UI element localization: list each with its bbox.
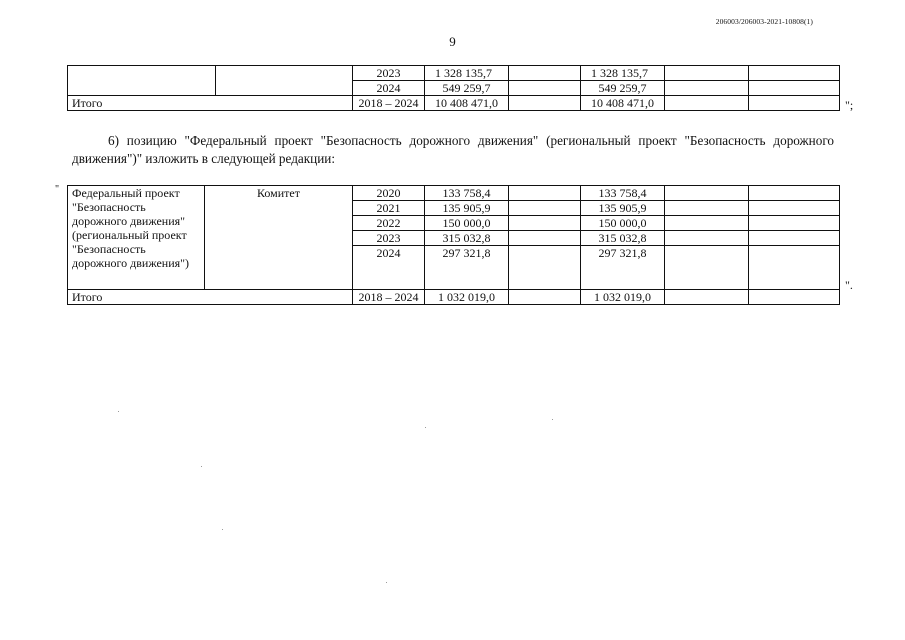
scan-speck: [552, 419, 553, 420]
table-cell-year: 2024: [353, 81, 425, 96]
table-cell-executor: [216, 66, 353, 96]
table-cell-regional: 10 408 471,0: [581, 96, 665, 111]
table-cell-federal: [509, 231, 581, 246]
table-cell-total: 150 000,0: [425, 216, 509, 231]
table-cell-local: [665, 246, 749, 290]
table-cell-total: 297 321,8: [425, 246, 509, 290]
scan-speck: [386, 582, 387, 583]
table-cell-other: [749, 81, 840, 96]
table-total-row: [68, 290, 840, 305]
table-cell-local: [665, 201, 749, 216]
table-cell-federal: [509, 201, 581, 216]
table-cell-year: 2024: [353, 246, 425, 290]
table-cell-total: 10 408 471,0: [425, 96, 509, 111]
table-cell-local: [665, 81, 749, 96]
table-cell-regional: 1 032 019,0: [581, 290, 665, 305]
table-cell-total-label: Итого: [68, 96, 353, 111]
scan-speck: [222, 529, 223, 530]
table-cell-executor: Комитет: [205, 186, 353, 290]
table-cell-regional: 133 758,4: [581, 186, 665, 201]
table-cell-regional: 315 032,8: [581, 231, 665, 246]
table-cell-local: [665, 186, 749, 201]
table-cell-local: [665, 216, 749, 231]
table-cell-other: [749, 290, 840, 305]
closing-quote-mark: ".: [845, 278, 853, 292]
table-cell-total: 1 328 135,7: [425, 66, 509, 81]
table-cell-federal: [509, 290, 581, 305]
budget-table-continuation: [67, 65, 840, 111]
scan-speck: [201, 466, 202, 467]
table-cell-total: 135 905,9: [425, 201, 509, 216]
table-cell-year: 2023: [353, 231, 425, 246]
closing-quote-mark: ";: [845, 98, 854, 112]
table-cell-federal: [509, 246, 581, 290]
table-cell-regional: 1 328 135,7: [581, 66, 665, 81]
table-cell-years: 2018 – 2024: [353, 290, 425, 305]
table-cell-local: [665, 231, 749, 246]
table-cell-total: 315 032,8: [425, 231, 509, 246]
table-cell-other: [749, 231, 840, 246]
table-cell-regional: 150 000,0: [581, 216, 665, 231]
table-cell-total: 1 032 019,0: [425, 290, 509, 305]
table-cell-other: [749, 66, 840, 81]
scan-speck: [118, 411, 119, 412]
table-cell-federal: [509, 66, 581, 81]
table-cell-total: 549 259,7: [425, 81, 509, 96]
table-cell-other: [749, 201, 840, 216]
table-row: [68, 66, 840, 81]
table-cell-regional: 297 321,8: [581, 246, 665, 290]
table-cell-name: [68, 66, 216, 96]
table-cell-local: [665, 96, 749, 111]
table-cell-year: 2021: [353, 201, 425, 216]
table-cell-year: 2023: [353, 66, 425, 81]
amendment-paragraph: 6) позицию "Федеральный проект "Безопасность дорожного движения" (региональный проект "Безопасность дорожного движения")" изложить в следующей редакции:: [72, 133, 834, 166]
table-cell-other: [749, 246, 840, 290]
table-cell-federal: [509, 96, 581, 111]
table-cell-name: Федеральный проект "Безопасность дорожного движения" (региональный проект "Безопасность дорожного движения"): [68, 186, 205, 290]
table-row: [68, 186, 840, 201]
table-cell-other: [749, 216, 840, 231]
table-cell-year: 2020: [353, 186, 425, 201]
table-cell-other: [749, 96, 840, 111]
budget-table-new-version: [67, 185, 840, 305]
table-cell-regional: 549 259,7: [581, 81, 665, 96]
table-cell-other: [749, 186, 840, 201]
table-cell-years: 2018 – 2024: [353, 96, 425, 111]
document-id: 206003/206003-2021-10808(1): [715, 17, 813, 26]
table-cell-federal: [509, 186, 581, 201]
table-total-row: [68, 96, 840, 111]
opening-quote-mark: ": [55, 184, 60, 195]
scan-speck: [425, 427, 426, 428]
table-cell-local: [665, 290, 749, 305]
table-cell-federal: [509, 81, 581, 96]
table-cell-local: [665, 66, 749, 81]
table-cell-total: 133 758,4: [425, 186, 509, 201]
page-number: 9: [449, 34, 456, 49]
table-cell-federal: [509, 216, 581, 231]
table-cell-year: 2022: [353, 216, 425, 231]
table-cell-regional: 135 905,9: [581, 201, 665, 216]
table-cell-total-label: Итого: [68, 290, 353, 305]
